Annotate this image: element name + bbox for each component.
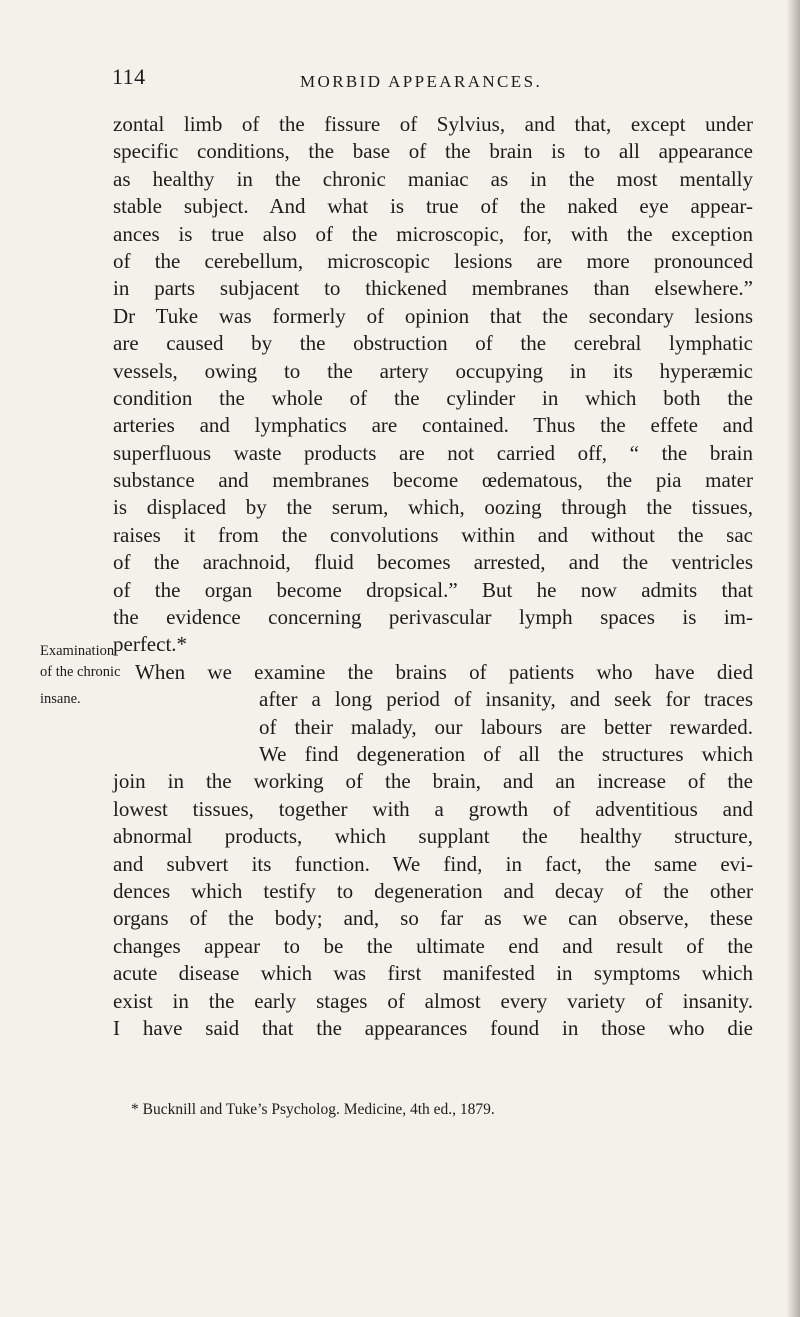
text-line: of the organ become dropsical.” But he now admits that	[113, 577, 753, 602]
text-line: of the cerebellum, microscopic lesions are more pronounced	[113, 248, 753, 273]
text-line: ances is true also of the microscopic, for, with the exception	[113, 221, 753, 246]
text-line: I have said that the appearances found in those who die	[113, 1015, 753, 1040]
body-text	[113, 111, 753, 1042]
text-line: in parts subjacent to thickened membranes than elsewhere.”	[113, 276, 753, 301]
text-line: acute disease which was first manifested in symptoms which	[113, 961, 753, 986]
text-line: of the arachnoid, fluid becomes arrested, and the ventricles	[113, 550, 753, 575]
text-line: abnormal products, which supplant the healthy structure,	[113, 824, 753, 849]
text-line: lowest tissues, together with a growth of adventitious and	[113, 796, 753, 821]
text-line: stable subject. And what is true of the naked eye appear-	[113, 194, 753, 219]
text-line: changes appear to be the ultimate end and result of the	[113, 933, 753, 958]
running-head: MORBID APPEARANCES.	[300, 72, 543, 91]
text-line: Dr Tuke was formerly of opinion that the secondary lesions	[113, 303, 753, 328]
text-line: superfluous waste products are not carried off, “ the brain	[113, 440, 753, 465]
text-line: organs of the body; and, so far as we can observe, these	[113, 906, 753, 931]
text-line: and subvert its function. We find, in fact, the same evi-	[113, 851, 753, 876]
margin-note-line: insane.	[40, 691, 81, 708]
text-line: We find degeneration of all the structures which	[259, 741, 753, 766]
page-number: 114	[112, 64, 146, 89]
text-line: is displaced by the serum, which, oozing through the tissues,	[113, 495, 753, 520]
margin-note-line: Examination	[40, 643, 115, 659]
text-line: substance and membranes become œdematous, the pia mater	[113, 468, 753, 493]
text-line: dences which testify to degeneration and decay of the other	[113, 878, 753, 903]
margin-note	[40, 637, 150, 714]
text-line: vessels, owing to the artery occupying in its hyperæmic	[113, 358, 753, 383]
text-line: zontal limb of the fissure of Sylvius, and that, except under	[113, 112, 753, 136]
text-line: condition the whole of the cylinder in which both the	[113, 385, 753, 410]
text-line: as healthy in the chronic maniac as in the most mentally	[113, 166, 753, 191]
text-line: of their malady, our labours are better rewarded.	[259, 714, 753, 739]
text-line: after a long period of insanity, and seek for traces	[259, 687, 753, 712]
text-line: specific conditions, the base of the brain is to all appearance	[113, 139, 753, 164]
text-line: perfect.*	[113, 632, 188, 657]
footnote: * Bucknill and Tuke’s Psycholog. Medicine, 4th ed., 1879.	[131, 1101, 495, 1118]
margin-note-line: of the chronic	[40, 664, 121, 680]
text-line: When we examine the brains of patients who have died	[135, 659, 753, 684]
text-line: exist in the early stages of almost every variety of insanity.	[113, 988, 753, 1013]
text-line: the evidence concerning perivascular lymph spaces is im-	[113, 605, 753, 630]
text-line: join in the working of the brain, and an increase of the	[113, 769, 753, 794]
page-edge-shadow	[786, 0, 800, 1317]
text-line: raises it from the convolutions within and without the sac	[113, 522, 753, 547]
text-line: arteries and lymphatics are contained. Thus the effete and	[113, 413, 753, 438]
text-line: are caused by the obstruction of the cerebral lymphatic	[113, 331, 753, 356]
